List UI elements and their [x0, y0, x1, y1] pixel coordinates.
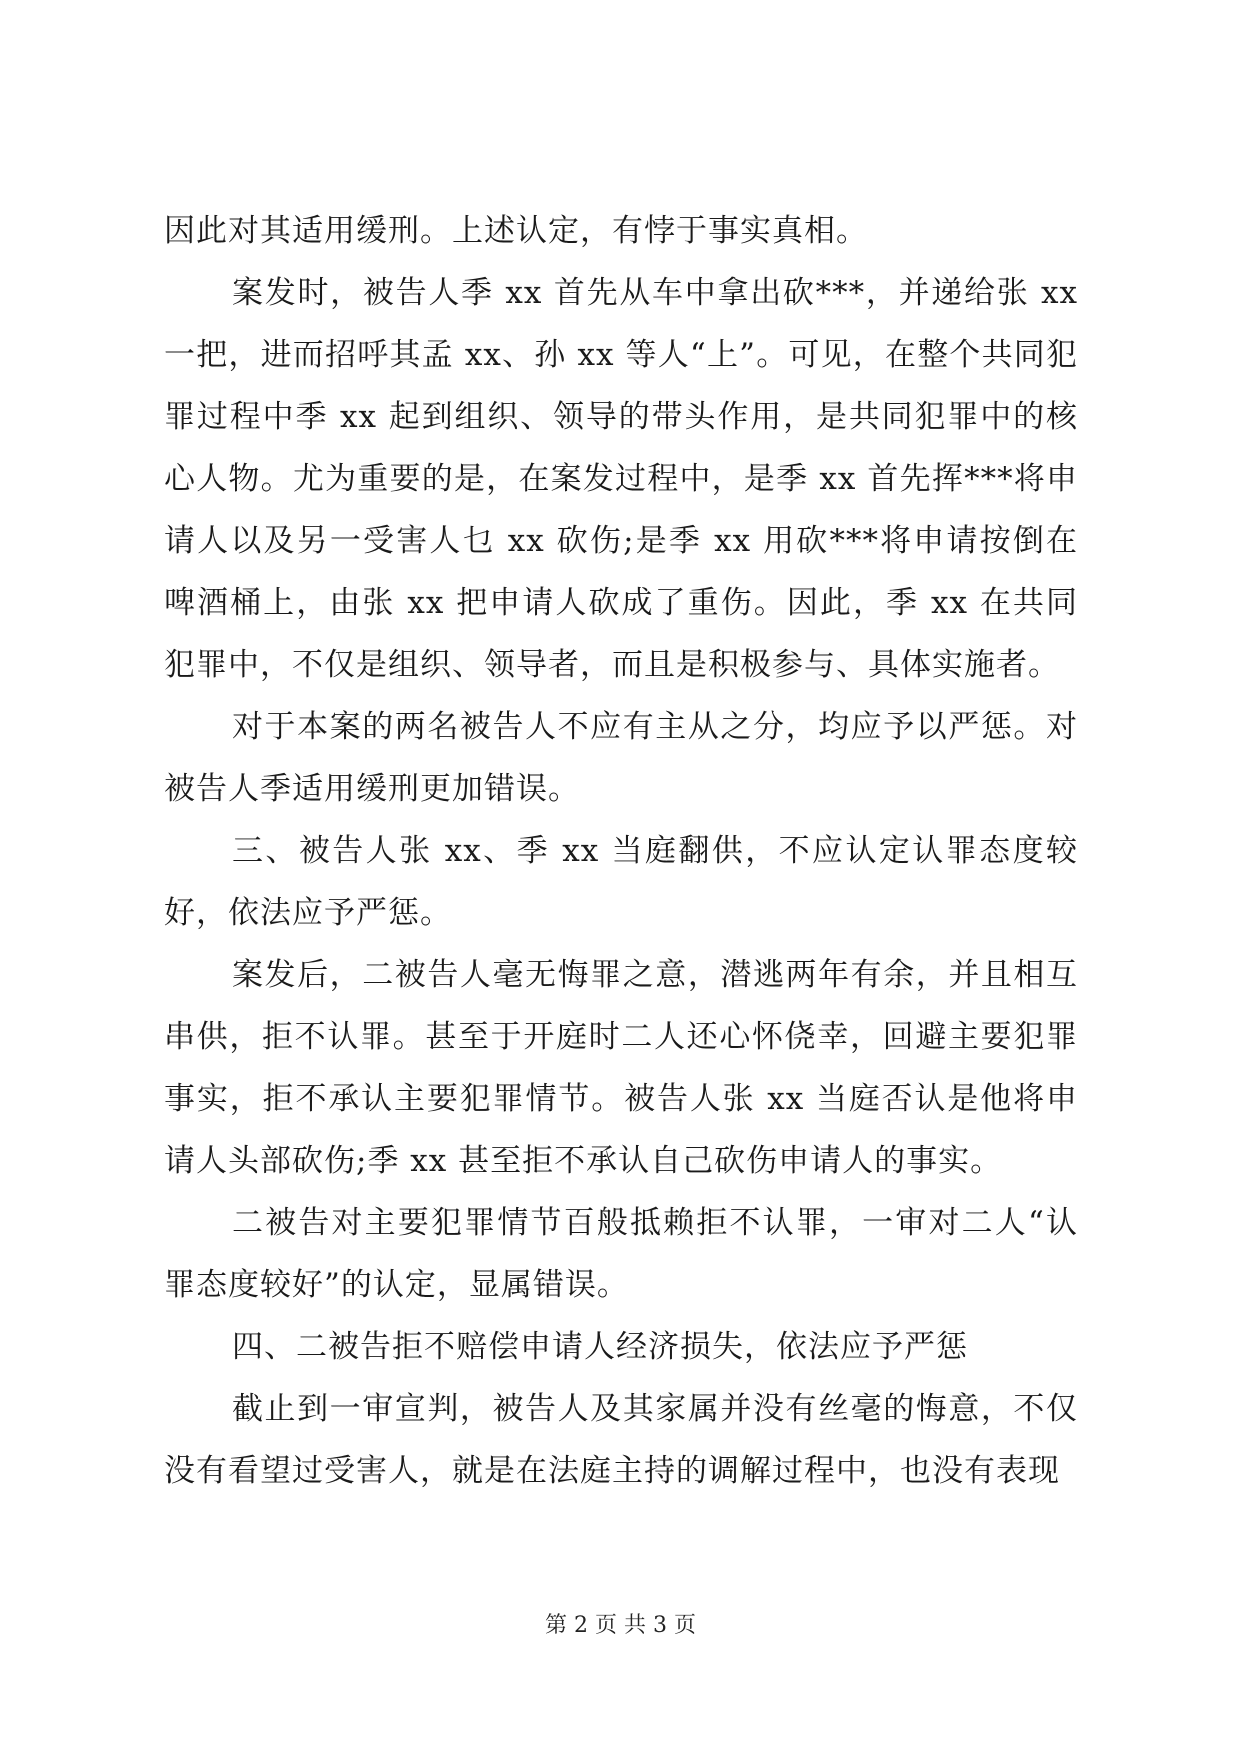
paragraph-2: 案发时，被告人季 xx 首先从车中拿出砍***，并递给张 xx 一把，进而招呼其孟 xx、孙 xx 等人“上”。可见，在整个共同犯罪过程中季 xx 起到组织、领导的带头作用，是共同犯罪中的核心人物。尤为重要的是，在案发过程中，是季 xx 首先挥***将申请人以及另一受害人乜 xx 砍伤;是季 xx 用砍***将申请按倒在啤酒桶上，由张 xx 把申请人砍成了重伤。因此，季 xx 在共同犯罪中，不仅是组织、领导者，而且是积极参与、具体实施者。 [164, 275, 1078, 683]
section-heading-4: 四、二被告拒不赔偿申请人经济损失，依法应予严惩 [232, 1329, 968, 1365]
paragraph-3: 对于本案的两名被告人不应有主从之分，均应予以严惩。对被告人季适用缓刑更加错误。 [164, 709, 1078, 807]
document-body [164, 200, 1078, 1502]
page-number-footer: 第 2 页 共 3 页 [545, 1613, 696, 1638]
paragraph-6: 截止到一审宣判，被告人及其家属并没有丝毫的悔意，不仅没有看望过受害人，就是在法庭主持的调解过程中，也没有表现 [164, 1391, 1078, 1489]
paragraph-4: 案发后，二被告人毫无悔罪之意，潜逃两年有余，并且相互串供，拒不认罪。甚至于开庭时二人还心怀侥幸，回避主要犯罪事实，拒不承认主要犯罪情节。被告人张 xx 当庭否认是他将申请人头部砍伤;季 xx 甚至拒不承认自己砍伤申请人的事实。 [164, 957, 1078, 1179]
paragraph-1: 因此对其适用缓刑。上述认定，有悖于事实真相。 [164, 213, 868, 249]
section-heading-3: 三、被告人张 xx、季 xx 当庭翻供，不应认定认罪态度较好，依法应予严惩。 [164, 833, 1078, 931]
paragraph-5: 二被告对主要犯罪情节百般抵赖拒不认罪，一审对二人“认罪态度较好”的认定，显属错误。 [164, 1205, 1078, 1303]
